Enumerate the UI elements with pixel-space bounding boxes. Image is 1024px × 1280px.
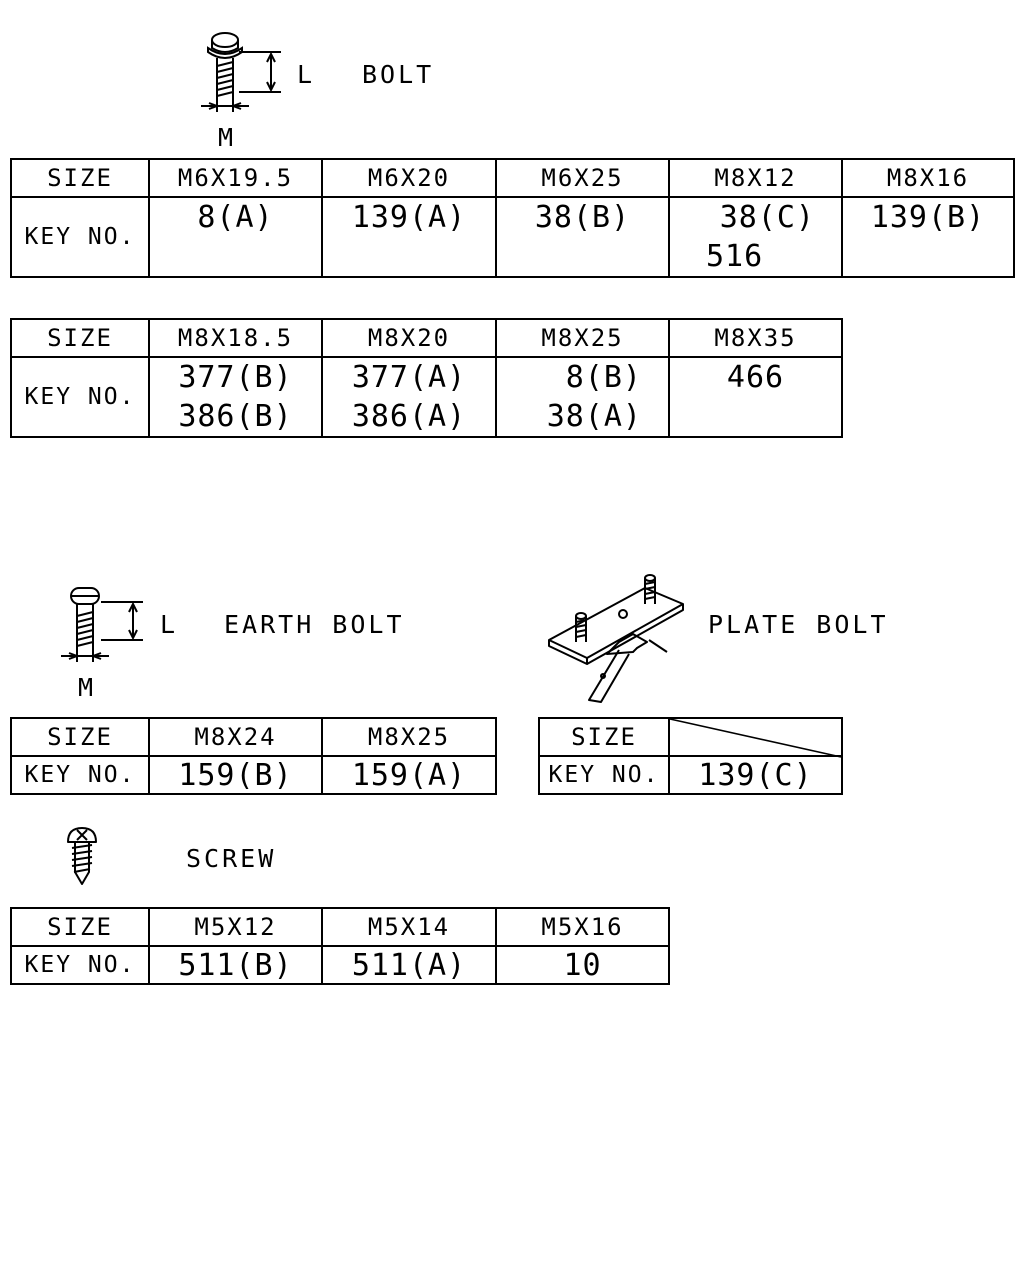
key-value: 159(B) <box>149 756 322 794</box>
key-cell <box>322 357 496 437</box>
size-cell: M8X24 <box>149 718 322 756</box>
key-value: 511(A) <box>322 946 496 984</box>
key-value: 377(B) <box>178 360 293 395</box>
bolt-dim-l-label: L <box>297 60 316 89</box>
earth-bolt-title: EARTH BOLT <box>224 610 405 639</box>
key-no-label: KEY NO. <box>11 756 149 794</box>
key-value: 38(B) <box>534 200 631 235</box>
plate-bolt-icon <box>545 572 695 707</box>
screw-size-table <box>10 907 670 985</box>
size-cell: M8X35 <box>669 319 842 357</box>
size-cell: M5X12 <box>149 908 322 946</box>
size-cell: M8X16 <box>842 159 1014 197</box>
earth-bolt-dim-l-label: L <box>160 610 179 639</box>
table-row <box>11 718 496 756</box>
key-value: 10 <box>496 946 669 984</box>
size-cell: M8X25 <box>322 718 496 756</box>
size-cell: M8X20 <box>322 319 496 357</box>
screw-title: SCREW <box>186 844 277 873</box>
key-value: 386(B) <box>178 399 293 434</box>
key-no-label: KEY NO. <box>11 357 149 437</box>
table-row <box>11 908 669 946</box>
key-cell <box>669 357 842 437</box>
table-row <box>11 357 842 437</box>
bolt-size-table-2 <box>10 318 843 438</box>
plate-bolt-title: PLATE BOLT <box>708 610 889 639</box>
earth-bolt-dim-m-label: M <box>78 673 97 702</box>
size-cell: M6X19.5 <box>149 159 322 197</box>
size-cell: M5X14 <box>322 908 496 946</box>
key-no-label: KEY NO. <box>11 946 149 984</box>
key-cell <box>496 197 669 277</box>
size-label: SIZE <box>11 319 149 357</box>
key-cell <box>496 357 669 437</box>
key-cell <box>149 197 322 277</box>
size-label: SIZE <box>539 718 669 756</box>
size-cell: M8X18.5 <box>149 319 322 357</box>
key-value: 38(A) <box>546 399 642 434</box>
key-value: 139(A) <box>351 200 467 235</box>
size-label: SIZE <box>11 908 149 946</box>
screw-icon <box>62 826 102 888</box>
key-value: 386(A) <box>351 399 467 434</box>
key-cell <box>322 197 496 277</box>
flange-bolt-icon <box>195 30 295 120</box>
bolt-dim-m-label: M <box>218 123 237 152</box>
key-cell <box>669 197 842 277</box>
key-value: 139(C) <box>669 756 842 794</box>
table-row <box>11 159 1014 197</box>
key-value: 516 <box>706 239 764 274</box>
key-no-label: KEY NO. <box>539 756 669 794</box>
size-label: SIZE <box>11 159 149 197</box>
table-row <box>539 756 842 794</box>
size-cell: M6X25 <box>496 159 669 197</box>
plate-bolt-size-table <box>538 717 843 795</box>
table-row <box>539 718 842 756</box>
key-cell <box>149 357 322 437</box>
size-label: SIZE <box>11 718 149 756</box>
size-cell: M6X20 <box>322 159 496 197</box>
table-row <box>11 946 669 984</box>
size-cell: M5X16 <box>496 908 669 946</box>
diagonal-slash <box>670 719 841 757</box>
key-value: 139(B) <box>870 200 986 235</box>
table-row <box>11 756 496 794</box>
key-value: 8(A) <box>197 200 274 235</box>
bolt-title: BOLT <box>362 60 435 89</box>
bolt-size-table-1 <box>10 158 1015 278</box>
key-value: 511(B) <box>149 946 322 984</box>
key-value: 8(B) <box>565 360 642 395</box>
key-value: 159(A) <box>322 756 496 794</box>
key-value: 466 <box>726 360 785 395</box>
earth-bolt-icon <box>55 582 155 672</box>
table-row <box>11 197 1014 277</box>
size-cell: M8X25 <box>496 319 669 357</box>
key-value: 377(A) <box>351 360 467 395</box>
size-cell-empty <box>669 718 842 756</box>
key-cell <box>842 197 1014 277</box>
key-no-label: KEY NO. <box>11 197 149 277</box>
key-value: 38(C) <box>719 200 815 235</box>
table-row <box>11 319 842 357</box>
earth-bolt-size-table <box>10 717 497 795</box>
size-cell: M8X12 <box>669 159 842 197</box>
